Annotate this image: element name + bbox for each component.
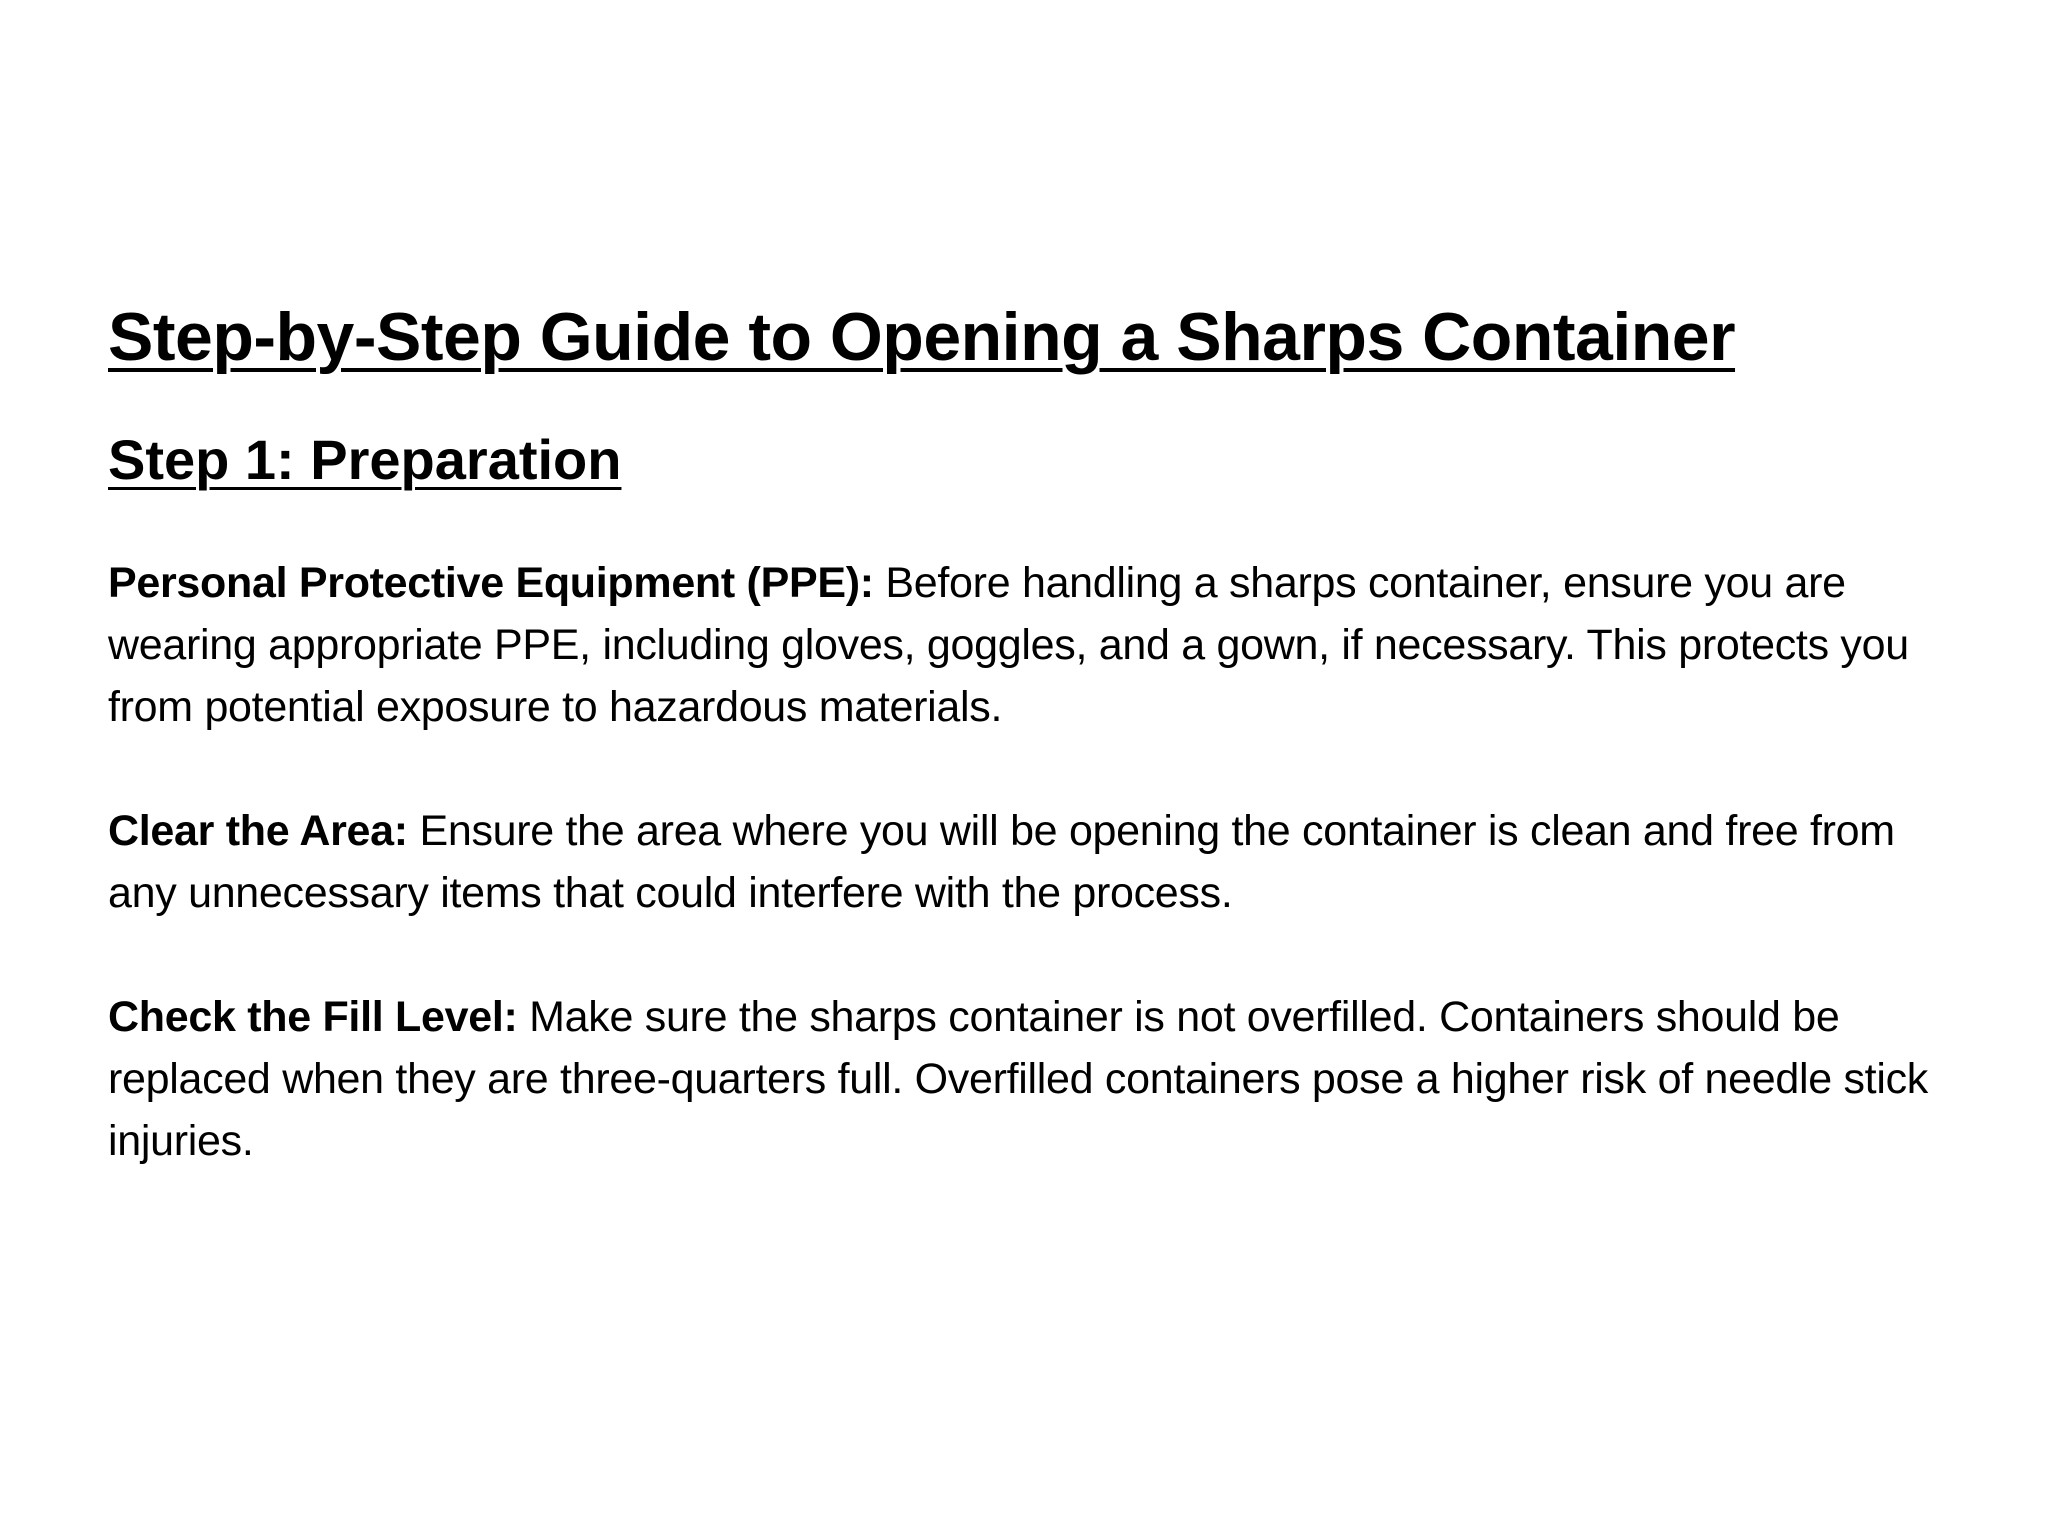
- paragraph-ppe-lead: Personal Protective Equipment (PPE):: [108, 559, 874, 607]
- paragraph-clear-area: [108, 800, 1958, 924]
- step-heading: Step 1: Preparation: [108, 428, 622, 491]
- paragraph-fill-level-lead: Check the Fill Level:: [108, 993, 518, 1041]
- paragraph-ppe-text: Before handling a sharps container, ensure you are wearing appropriate PPE, including gloves, goggles, and a gown, if necessary. This protects you from potential exposure to hazardous materials.: [108, 559, 1909, 731]
- slide-content: [108, 292, 1958, 1172]
- paragraph-clear-area-lead: Clear the Area:: [108, 807, 408, 855]
- paragraph-clear-area-text: Ensure the area where you will be opening the container is clean and free from any unnecessary items that could interfere with the process.: [108, 807, 1895, 917]
- paragraph-fill-level: [108, 986, 1958, 1172]
- page-title: Step-by-Step Guide to Opening a Sharps Container: [108, 299, 1736, 375]
- paragraph-ppe: [108, 552, 1958, 738]
- paragraph-fill-level-text: Make sure the sharps container is not overfilled. Containers should be replaced when they are three-quarters full. Overfilled containers pose a higher risk of needle stick injuries.: [108, 993, 1928, 1165]
